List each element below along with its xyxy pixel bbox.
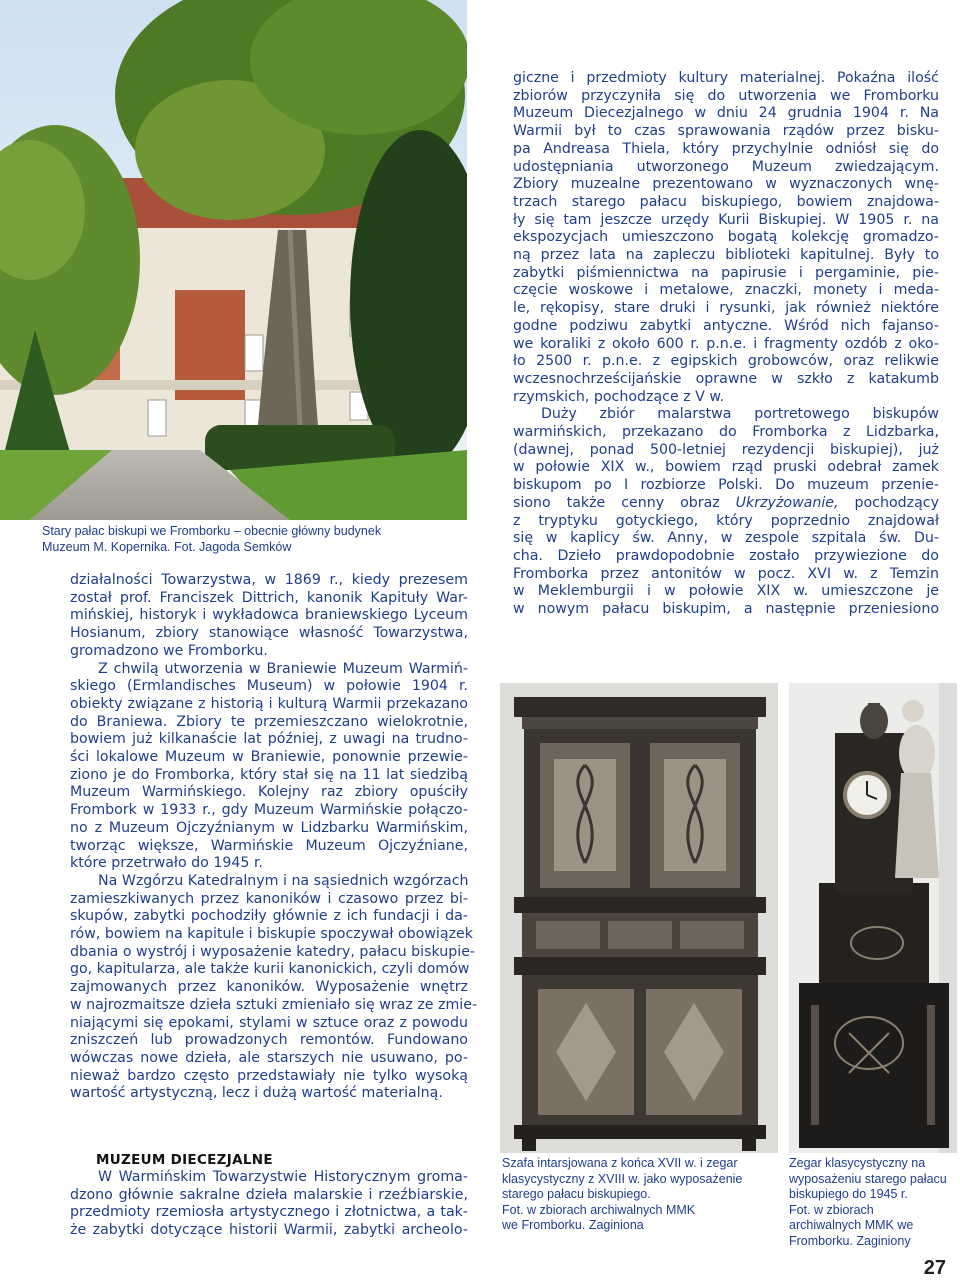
text-line: dzono głównie sakralne dzieła malarskie i rzeźbiarskie, xyxy=(70,1186,468,1203)
text-line: Zbiory muzealne prezentowano w wyznaczonych wnę- xyxy=(513,176,939,193)
text-line: wówczas nowe dzieła, ale starszych nie usuwano, po- xyxy=(70,1049,468,1066)
section-heading: MUZEUM DIECEZJALNE xyxy=(96,1152,273,1168)
text-line: siono także cenny obraz Ukrzyżowanie, pochodzący xyxy=(513,494,939,511)
palace-photo-caption: Stary pałac biskupi we Fromborku – obecnie główny budynek Muzeum M. Kopernika. Fot. Jagoda Semków xyxy=(42,524,382,554)
text-line: Na Wzgórzu Katedralnym i na sąsiednich wzgórzach xyxy=(98,872,469,889)
text-line: w najrozmaitsze dzieła sztuki zmieniało się wraz ze zmie- xyxy=(70,996,478,1013)
caption-line: Fromborku. Zaginiony xyxy=(789,1233,911,1248)
text-line: bowiem już kilkanaście lat później, z uwagi na trudno- xyxy=(70,731,468,748)
text-line: został prof. Franciszek Dittrich, kanonik Kapituły War- xyxy=(70,589,468,606)
text-line: we koraliki z około 600 r. p.n.e. i fragmenty ozdób z oko- xyxy=(513,335,939,352)
text-line: działalności Towarzystwa, w 1869 r., kiedy prezesem xyxy=(70,572,468,588)
text-line: warmińskich, przekazano do Fromborka z Lidzbarka, xyxy=(513,424,939,441)
text-line: rów, bowiem na kapitule i biskupie spoczywał obowiązek xyxy=(70,926,473,943)
text-line: biskupom po I rozbiorze Polski. Do muzeum przenie- xyxy=(513,477,939,494)
text-line: zabytki piśmiennictwa na papirusie i pergaminie, pie- xyxy=(513,264,939,281)
text-line: Muzeum Warmińskiego. Kolejny raz zbiory opuściły xyxy=(70,784,468,801)
right-column-text xyxy=(513,70,939,619)
text-line: wczesnochrześcijańskie oprawne w szkło z katakumb xyxy=(513,370,939,387)
text-line: go, kapitularza, ale także kurii kanonickich, czyli domów xyxy=(70,961,470,978)
text-line: dbania o wystrój i wyposażenie katedry, pałacu biskupie- xyxy=(70,943,476,960)
text-line: zniszczeń lub prowadzonych remontów. Fundowano xyxy=(70,1032,468,1049)
text-line: mińskiej, historyk i wykładowca braniewskiego Lyceum xyxy=(70,607,468,624)
left-column-text xyxy=(70,572,478,1103)
text-line: ło 2500 r. p.n.e. z egipskich grobowców, oraz relikwie xyxy=(513,353,939,370)
text-line: Fromborka przez antonitów w pocz. XVI w. z Temzin xyxy=(513,565,939,582)
text-line: W Warmińskim Towarzystwie Historycznym groma- xyxy=(98,1169,468,1185)
text-line: Muzeum Diecezjalnego w dniu 24 grudnia 1904 r. Na xyxy=(513,105,939,122)
text-line: się w kaplicy św. Anny, w zespole szpitala św. Du- xyxy=(513,530,939,547)
text-line: Warmii był to czas sprawowania rządów przez bisku- xyxy=(513,123,939,140)
text-line: skupów, zabytki pochodziły głównie z ich fundacji i da- xyxy=(70,908,468,925)
cabinet-photo xyxy=(500,683,778,1153)
text-line: gromadzono we Fromborku. xyxy=(70,642,268,659)
caption-line: Fot. w zbiorach archiwalnych MMK xyxy=(502,1202,696,1217)
text-line: pa Andreasa Thiela, który przychylnie odniósł się do xyxy=(513,140,939,157)
caption-line: archiwalnych MMK we xyxy=(789,1218,914,1232)
text-line: zbiorów przyczyniła się do utworzenia we Fromborku xyxy=(513,87,939,104)
text-line: udostępniania utworzonego Muzeum zwiedzającym. xyxy=(513,158,939,175)
text-line: ziono je do Fromborka, który stał się na 11 lat siedzibą xyxy=(70,766,468,783)
text-line: trzach starego pałacu biskupiego, bowiem znajdowa- xyxy=(513,193,939,210)
text-line: rzymskich, pochodzące z V w. xyxy=(513,388,725,405)
text-line: wartość artystyczną, lecz i dużą wartość materialną. xyxy=(70,1085,443,1102)
text-line: w Meklemburgii i w połowie XIX w. umieszczone je xyxy=(513,583,939,600)
text-line: w połowie XIX w., bowiem rząd pruski odebrał zamek xyxy=(513,459,939,476)
text-line: ekspozycjach umieszczono bogatą kolekcję gromadzo- xyxy=(513,229,939,246)
clock-photo xyxy=(789,683,957,1153)
caption-line: klasycystyczny z XVIII w. jako wyposażenie xyxy=(502,1171,743,1186)
text-line: skiego (Ermlandisches Museum) w połowie 1904 r. xyxy=(70,678,468,695)
text-line: giczne i przedmioty kultury materialnej. Pokaźna ilość xyxy=(513,70,939,86)
caption-line: Szafa intarsjowana z końca XVII w. i zegar xyxy=(502,1156,738,1170)
text-line: niającymi się epokami, stylami w sztuce oraz z powodu xyxy=(70,1014,468,1031)
text-line: ści lokalowe Muzeum w Braniewie, ponownie przewie- xyxy=(70,749,468,766)
caption-line: Fot. w zbiorach xyxy=(789,1202,874,1217)
text-line: z tryptyku gotyckiego, który poprzednio znajdował xyxy=(513,512,939,529)
text-line: tworząc większe, Warmińskie Muzeum Ojczyźniane, xyxy=(70,837,468,854)
text-line: le, rękopisy, stare druki i rysunki, jak również niektóre xyxy=(513,300,939,317)
text-line: w nowym pałacu biskupim, a następnie przeniesiono xyxy=(513,601,939,618)
palace-photo xyxy=(0,0,467,520)
text-line: częcie woskowe i metalowe, znaczki, monety i meda- xyxy=(513,282,939,299)
clock-photo-caption xyxy=(789,1156,959,1249)
text-line: ły się tam jeszcze urzędy Kurii Biskupiej. W 1905 r. na xyxy=(513,211,939,228)
text-line: no z Muzeum Ojczyźnianym w Lidzbarku Warmińskim, xyxy=(70,819,468,836)
text-line: że zabytki dotyczące historii Warmii, zabytki archeolo- xyxy=(70,1222,468,1239)
section-text xyxy=(70,1169,468,1240)
text-line: zamieszkiwanych przez kanoników i czasowo przez bi- xyxy=(70,890,468,907)
cabinet-photo-caption xyxy=(502,1156,772,1234)
text-line: do Braniewa. Zbiory te przemieszczano wielokrotnie, xyxy=(70,713,468,730)
text-line: godne podziwu zabytki antyczne. Wśród nich fajanso- xyxy=(513,317,939,334)
caption-line: starego pałacu biskupiego. xyxy=(502,1187,651,1201)
text-line: zajmowanych przez kanoników. Wyposażenie wnętrz xyxy=(70,979,468,996)
text-line: które przetrwało do 1945 r. xyxy=(70,855,263,872)
text-line: Z chwilą utworzenia w Braniewie Muzeum Warmiń- xyxy=(98,660,468,677)
text-line: przedmioty rzemiosła artystycznego i złotnictwa, a tak- xyxy=(70,1204,468,1221)
text-line: Frombork w 1933 r., gdy Muzeum Warmińskie połączo- xyxy=(70,802,468,819)
text-line: cha. Dzieło prawdopodobnie zostało przywiezione do xyxy=(513,547,939,564)
text-line: (dawnej, ponad 500-letniej rezydencji biskupiej), już xyxy=(513,441,939,458)
page-number: 27 xyxy=(923,1257,946,1279)
caption-line: Zegar klasycystyczny na xyxy=(789,1156,926,1170)
text-line: nieważ bardzo często przedstawiały nie tylko wysoką xyxy=(70,1067,468,1084)
caption-line: we Fromborku. Zaginiona xyxy=(502,1218,644,1232)
text-line: obiekty związane z historią i kulturą Warmii przekazano xyxy=(70,695,468,712)
caption-line: wyposażeniu starego pałacu xyxy=(789,1171,947,1186)
text-line: Duży zbiór malarstwa portretowego biskupów xyxy=(541,406,939,423)
caption-line: biskupiego do 1945 r. xyxy=(789,1187,908,1201)
text-line: ną przez lata na zapleczu biblioteki kapitulnej. Były to xyxy=(513,247,939,264)
text-line: Hosianum, zbiory stanowiące własność Towarzystwa, xyxy=(70,625,468,642)
